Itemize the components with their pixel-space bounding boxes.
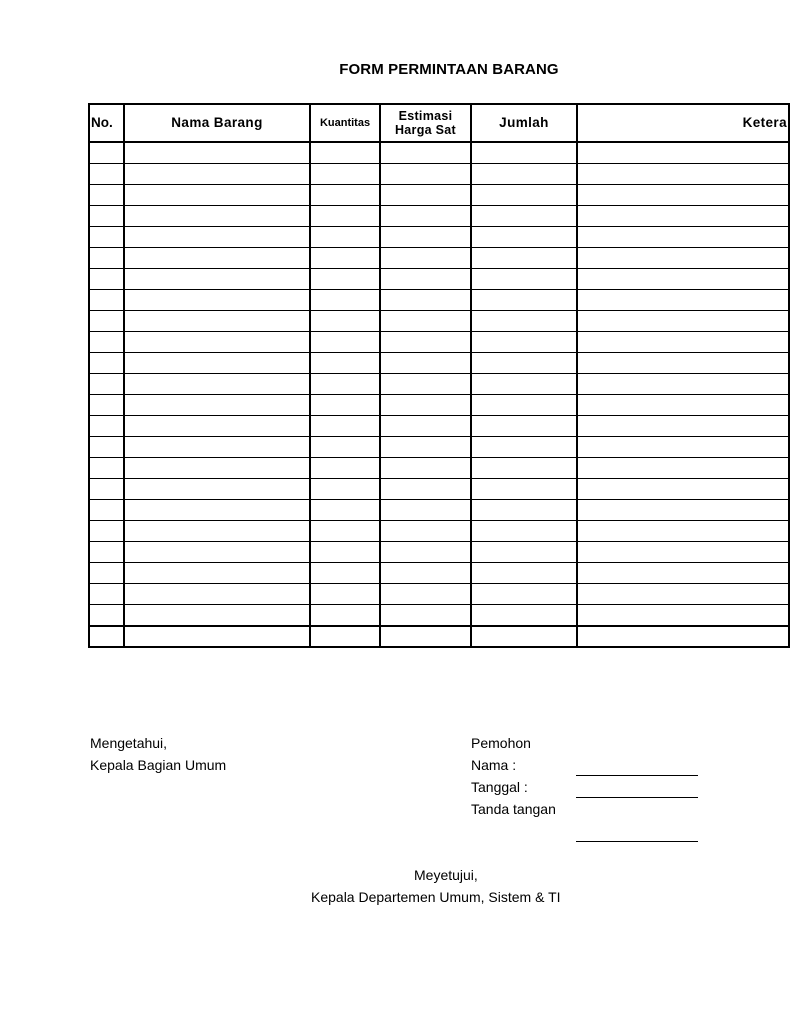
table-row — [89, 185, 789, 206]
table-cell[interactable] — [310, 416, 380, 437]
kepala-bagian-label: Kepala Bagian Umum — [90, 757, 227, 773]
table-cell[interactable] — [380, 584, 471, 605]
table-cell[interactable] — [577, 185, 789, 206]
table-cell[interactable] — [124, 248, 310, 269]
tanggal-field-line[interactable] — [576, 797, 698, 798]
table-cell[interactable] — [380, 626, 471, 647]
table-cell[interactable] — [471, 416, 577, 437]
form-title: FORM PERMINTAAN BARANG — [339, 61, 559, 78]
table-cell[interactable] — [124, 479, 310, 500]
table-row — [89, 500, 789, 521]
table-cell[interactable] — [577, 395, 789, 416]
table-cell[interactable] — [471, 185, 577, 206]
table-cell[interactable] — [471, 563, 577, 584]
table-cell[interactable] — [89, 311, 124, 332]
table-cell[interactable] — [124, 521, 310, 542]
table-cell[interactable] — [471, 479, 577, 500]
table-cell[interactable] — [471, 353, 577, 374]
table-cell[interactable] — [380, 437, 471, 458]
tanda-tangan-label: Tanda tangan — [471, 801, 556, 817]
table-cell[interactable] — [310, 206, 380, 227]
header-estimasi-harga — [380, 104, 471, 142]
table-cell[interactable] — [380, 164, 471, 185]
table-cell[interactable] — [577, 332, 789, 353]
table-cell[interactable] — [310, 185, 380, 206]
header-keterangan: Ketera — [577, 104, 789, 142]
table-cell[interactable] — [310, 227, 380, 248]
table-cell[interactable] — [380, 269, 471, 290]
table-cell[interactable] — [380, 416, 471, 437]
table-cell[interactable] — [310, 332, 380, 353]
header-estimasi-line2: Harga Sat — [394, 123, 457, 137]
table-cell[interactable] — [310, 437, 380, 458]
table-cell[interactable] — [89, 164, 124, 185]
table-row — [89, 437, 789, 458]
table-cell[interactable] — [577, 290, 789, 311]
tanda-tangan-field-line[interactable] — [576, 841, 698, 842]
table-cell[interactable] — [577, 164, 789, 185]
table-cell[interactable] — [124, 605, 310, 627]
table-cell[interactable] — [89, 542, 124, 563]
table-cell[interactable] — [380, 248, 471, 269]
table-cell[interactable] — [310, 142, 380, 164]
table-cell[interactable] — [124, 458, 310, 479]
table-cell[interactable] — [471, 626, 577, 647]
table-cell[interactable] — [89, 374, 124, 395]
table-cell[interactable] — [89, 185, 124, 206]
table-cell[interactable] — [89, 227, 124, 248]
table-cell[interactable] — [310, 521, 380, 542]
table-row — [89, 458, 789, 479]
table-cell[interactable] — [380, 353, 471, 374]
table-cell[interactable] — [89, 206, 124, 227]
nama-label: Nama : — [471, 757, 517, 773]
table-cell[interactable] — [471, 206, 577, 227]
table-cell[interactable] — [380, 542, 471, 563]
table-cell[interactable] — [380, 311, 471, 332]
table-cell[interactable] — [124, 542, 310, 563]
table-row — [89, 584, 789, 605]
pemohon-label: Pemohon — [471, 735, 531, 751]
table-cell[interactable] — [471, 290, 577, 311]
table-cell[interactable] — [89, 500, 124, 521]
table-cell[interactable] — [89, 395, 124, 416]
table-cell[interactable] — [124, 185, 310, 206]
table-cell[interactable] — [577, 374, 789, 395]
table-cell[interactable] — [124, 626, 310, 647]
table-cell[interactable] — [577, 269, 789, 290]
nama-field-line[interactable] — [576, 775, 698, 776]
table-total-row — [89, 626, 789, 647]
table-cell[interactable] — [89, 416, 124, 437]
header-no: No. — [89, 104, 124, 142]
table-row — [89, 227, 789, 248]
table-row — [89, 206, 789, 227]
table-cell[interactable] — [577, 311, 789, 332]
table-cell[interactable] — [310, 542, 380, 563]
table-cell[interactable] — [577, 227, 789, 248]
table-cell[interactable] — [124, 500, 310, 521]
table-cell[interactable] — [471, 269, 577, 290]
table-cell[interactable] — [380, 395, 471, 416]
table-cell[interactable] — [89, 269, 124, 290]
table-cell[interactable] — [380, 206, 471, 227]
table-cell[interactable] — [89, 248, 124, 269]
header-kuantitas: Kuantitas — [310, 104, 380, 142]
kepala-departemen-label: Kepala Departemen Umum, Sistem & TI — [311, 889, 561, 905]
table-cell[interactable] — [577, 605, 789, 627]
table-cell[interactable] — [577, 521, 789, 542]
table-row — [89, 563, 789, 584]
table-cell[interactable] — [124, 563, 310, 584]
table-cell[interactable] — [124, 353, 310, 374]
table-row — [89, 290, 789, 311]
table-cell[interactable] — [310, 500, 380, 521]
table-cell[interactable] — [471, 437, 577, 458]
table-cell[interactable] — [124, 227, 310, 248]
table-cell[interactable] — [310, 311, 380, 332]
table-row — [89, 353, 789, 374]
table-cell[interactable] — [577, 206, 789, 227]
table-row — [89, 521, 789, 542]
mengetahui-label: Mengetahui, — [90, 735, 168, 751]
table-cell[interactable] — [310, 584, 380, 605]
table-cell[interactable] — [124, 584, 310, 605]
table-cell[interactable] — [124, 206, 310, 227]
table-row — [89, 542, 789, 563]
table-cell[interactable] — [380, 479, 471, 500]
table-cell[interactable] — [124, 437, 310, 458]
table-cell[interactable] — [577, 479, 789, 500]
table-cell[interactable] — [577, 500, 789, 521]
table-cell[interactable] — [577, 437, 789, 458]
table-row — [89, 142, 789, 164]
table-row — [89, 395, 789, 416]
table-row — [89, 416, 789, 437]
table-cell[interactable] — [310, 479, 380, 500]
table-cell[interactable] — [89, 142, 124, 164]
table-cell[interactable] — [310, 290, 380, 311]
table-cell[interactable] — [124, 142, 310, 164]
table-cell[interactable] — [471, 164, 577, 185]
table-cell[interactable] — [380, 521, 471, 542]
table-cell[interactable] — [380, 374, 471, 395]
header-nama-barang: Nama Barang — [124, 104, 310, 142]
table-cell[interactable] — [471, 458, 577, 479]
table-row — [89, 269, 789, 290]
table-cell[interactable] — [471, 332, 577, 353]
table-cell[interactable] — [471, 584, 577, 605]
table-cell[interactable] — [471, 374, 577, 395]
table-row — [89, 164, 789, 185]
table-cell[interactable] — [310, 563, 380, 584]
table-cell[interactable] — [124, 374, 310, 395]
header-jumlah: Jumlah — [471, 104, 577, 142]
table-cell[interactable] — [89, 332, 124, 353]
table-cell[interactable] — [310, 458, 380, 479]
table-cell[interactable] — [310, 353, 380, 374]
table-cell[interactable] — [124, 416, 310, 437]
table-row — [89, 605, 789, 627]
table-cell[interactable] — [89, 458, 124, 479]
table-cell[interactable] — [310, 269, 380, 290]
table-cell[interactable] — [310, 626, 380, 647]
table-cell[interactable] — [577, 353, 789, 374]
meyetujui-label: Meyetujui, — [414, 867, 478, 883]
table-cell[interactable] — [89, 437, 124, 458]
tanggal-label: Tanggal : — [471, 779, 528, 795]
table-row — [89, 311, 789, 332]
table-cell[interactable] — [380, 500, 471, 521]
table-cell[interactable] — [380, 227, 471, 248]
table-cell[interactable] — [89, 290, 124, 311]
table-cell[interactable] — [89, 605, 124, 627]
table-cell[interactable] — [577, 542, 789, 563]
table-cell[interactable] — [89, 479, 124, 500]
table-cell[interactable] — [471, 542, 577, 563]
table-cell[interactable] — [471, 395, 577, 416]
table-cell[interactable] — [124, 332, 310, 353]
table-row — [89, 248, 789, 269]
table-cell[interactable] — [310, 395, 380, 416]
header-estimasi-line1: Estimasi — [398, 109, 453, 123]
table-cell[interactable] — [471, 521, 577, 542]
table-cell[interactable] — [471, 500, 577, 521]
table-cell[interactable] — [380, 563, 471, 584]
table-row — [89, 332, 789, 353]
table-cell[interactable] — [89, 626, 124, 647]
table-cell[interactable] — [380, 458, 471, 479]
table-cell[interactable] — [471, 142, 577, 164]
table-cell[interactable] — [89, 563, 124, 584]
items-table-container — [88, 103, 787, 668]
table-cell[interactable] — [124, 311, 310, 332]
table-cell[interactable] — [310, 164, 380, 185]
table-cell[interactable] — [380, 185, 471, 206]
table-cell[interactable] — [89, 353, 124, 374]
table-cell[interactable] — [577, 142, 789, 164]
table-cell[interactable] — [471, 311, 577, 332]
table-cell[interactable] — [124, 269, 310, 290]
table-cell[interactable] — [577, 584, 789, 605]
table-cell[interactable] — [471, 227, 577, 248]
table-cell[interactable] — [89, 584, 124, 605]
table-cell[interactable] — [310, 248, 380, 269]
table-cell[interactable] — [577, 248, 789, 269]
table-body — [89, 142, 789, 647]
table-cell[interactable] — [310, 605, 380, 627]
table-cell[interactable] — [577, 563, 789, 584]
table-cell[interactable] — [380, 332, 471, 353]
table-row — [89, 374, 789, 395]
table-cell[interactable] — [124, 290, 310, 311]
table-cell[interactable] — [380, 605, 471, 627]
table-cell[interactable] — [577, 458, 789, 479]
table-cell[interactable] — [124, 395, 310, 416]
table-cell[interactable] — [471, 605, 577, 627]
table-header-row — [89, 104, 789, 142]
table-cell[interactable] — [577, 626, 789, 647]
table-cell[interactable] — [310, 374, 380, 395]
table-row — [89, 479, 789, 500]
table-cell[interactable] — [380, 142, 471, 164]
table-cell[interactable] — [124, 164, 310, 185]
table-cell[interactable] — [380, 290, 471, 311]
table-cell[interactable] — [471, 248, 577, 269]
items-table — [88, 103, 790, 648]
table-cell[interactable] — [577, 416, 789, 437]
table-cell[interactable] — [89, 521, 124, 542]
